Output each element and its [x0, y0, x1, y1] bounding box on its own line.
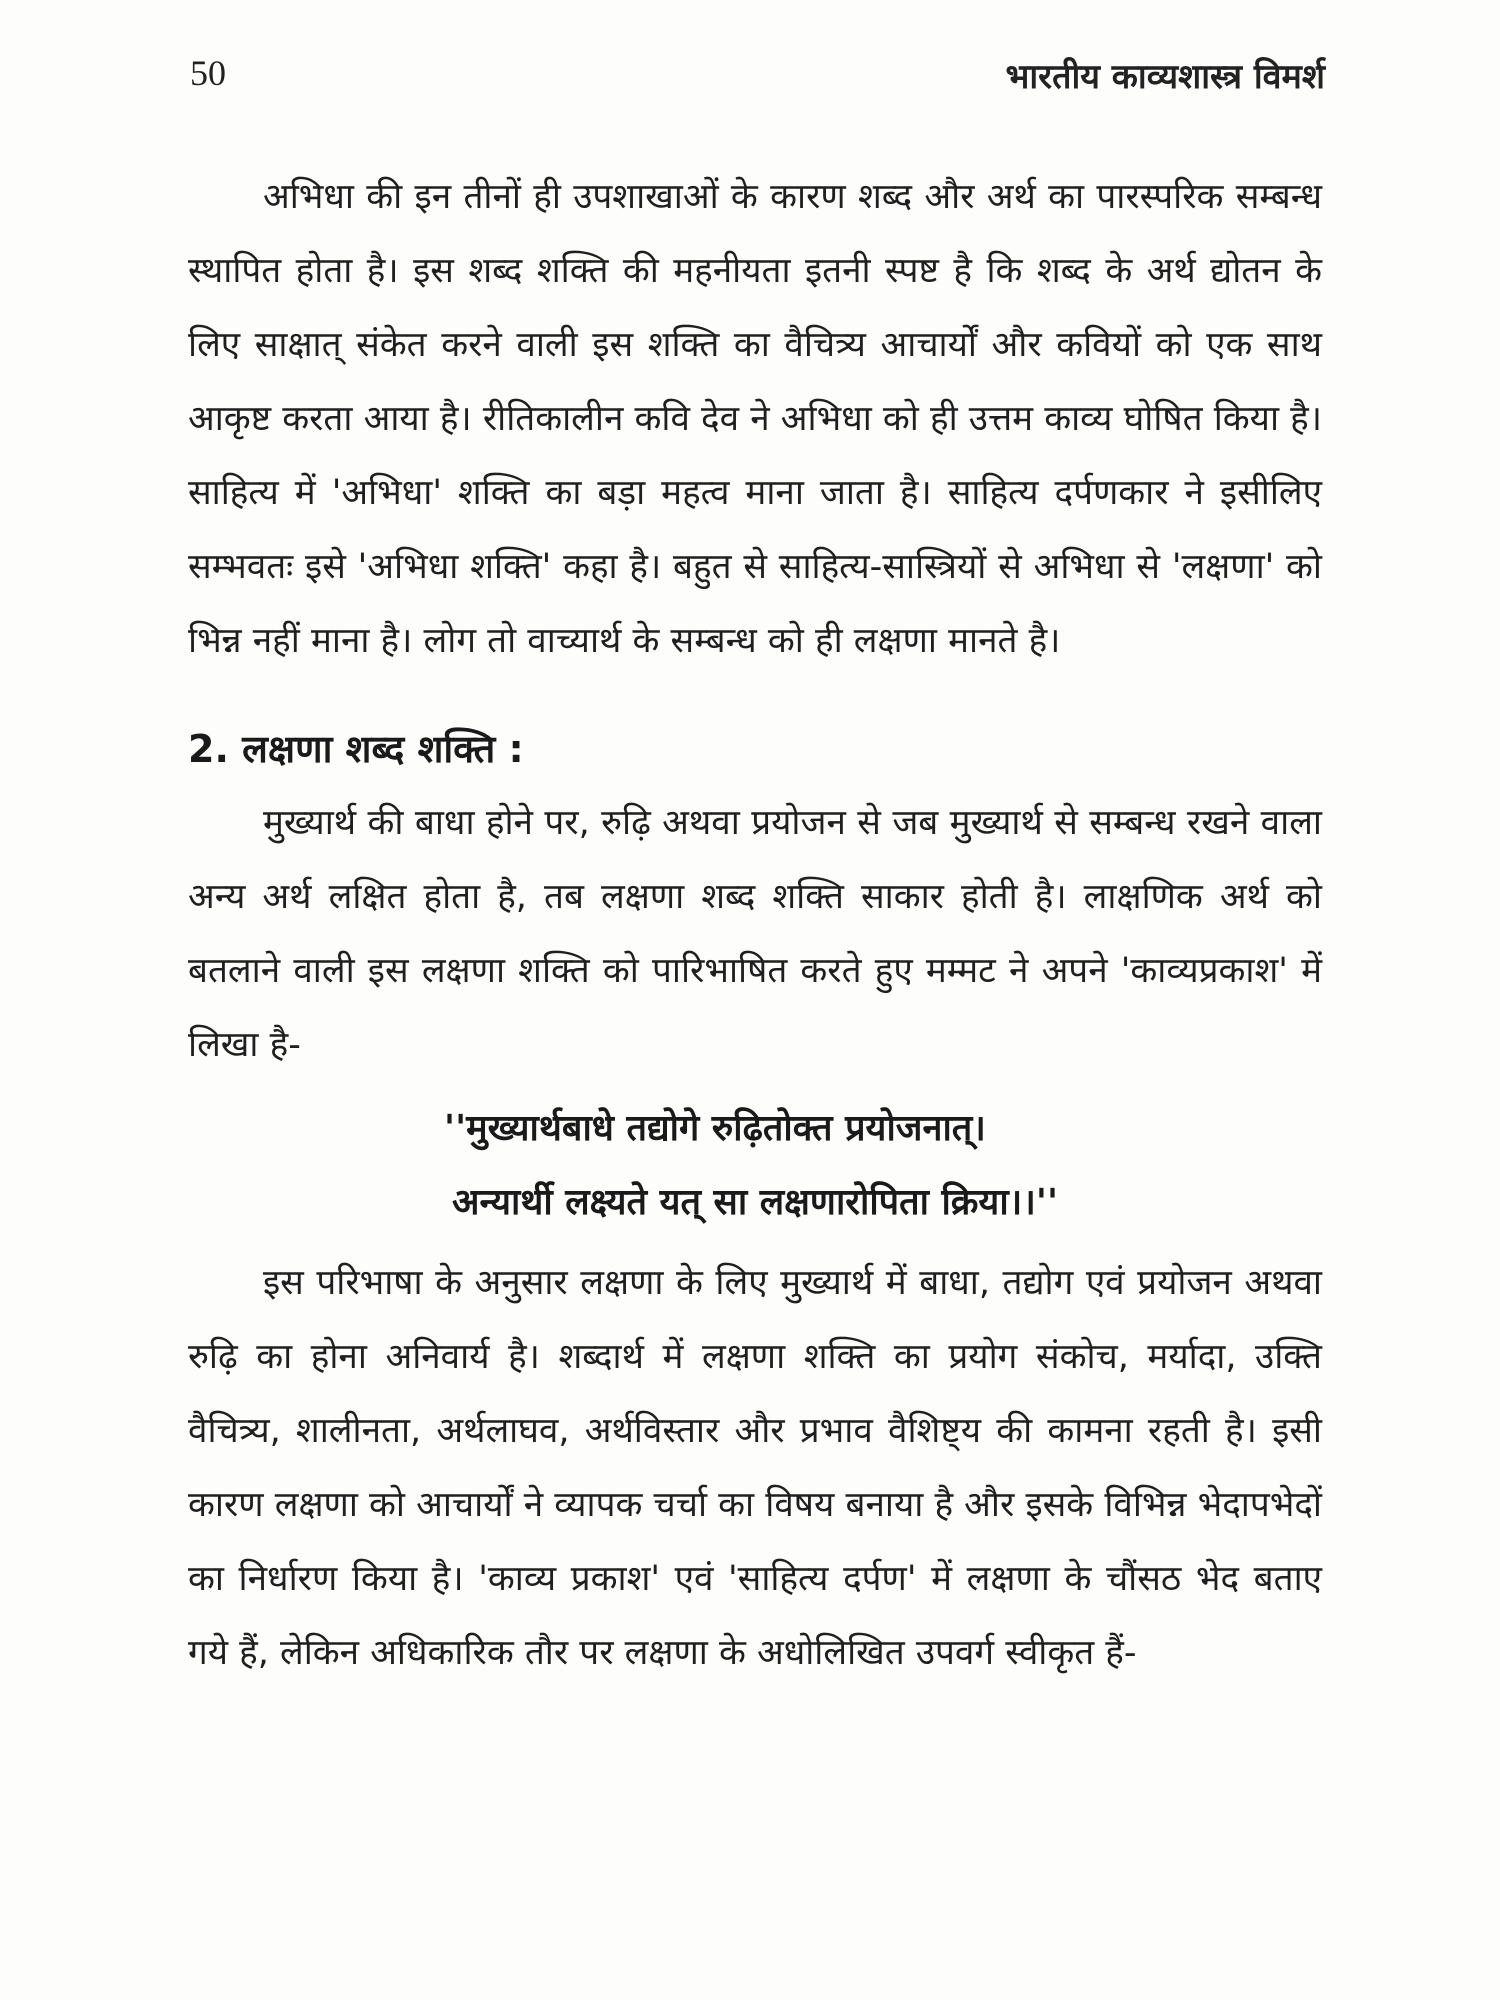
running-title: भारतीय काव्यशास्त्र विमर्श: [1005, 57, 1325, 97]
sanskrit-verse: [188, 1092, 1322, 1240]
verse-line-1: ''मुख्यार्थबाधे तद्योगे रुढ़ितोक्त प्रयोजनात्।: [444, 1108, 986, 1149]
page-header: [190, 52, 1325, 112]
paragraph-lakshana-explanation: इस परिभाषा के अनुसार लक्षणा के लिए मुख्यार्थ में बाधा, तद्योग एवं प्रयोजन अथवा रुढ़ि का होना अनिवार्य है। शब्दार्थ में लक्षणा शक्ति का प्रयोग संकोच, मर्यादा, उक्ति वैचित्र्य, शालीनता, अर्थलाघव, अर्थविस्तार और प्रभाव वैशिष्ट्य की कामना रहती है। इसी कारण लक्षणा को आचार्यों ने व्यापक चर्चा का विषय बनाया है और इसके विभिन्न भेदापभेदों का निर्धारण किया है। 'काव्य प्रकाश' एवं 'साहित्य दर्पण' में लक्षणा के चौंसठ भेद बताए गये हैं, लेकिन अधिकारिक तौर पर लक्षणा के अधोलिखित उपवर्ग स्वीकृत हैं-: [188, 1263, 1322, 1673]
section-heading-lakshana: 2. लक्षणा शब्द शक्ति :: [188, 727, 524, 771]
verse-line-2: अन्यार्थी लक्ष्यते यत् सा लक्षणारोपिता क्रिया।।'': [452, 1182, 1058, 1223]
paragraph-lakshana-definition: मुख्यार्थ की बाधा होने पर, रुढ़ि अथवा प्रयोजन से जब मुख्यार्थ से सम्बन्ध रखने वाला अन्य अर्थ लक्षित होता है, तब लक्षणा शब्द शक्ति साकार होती है। लाक्षणिक अर्थ को बतलाने वाली इस लक्षणा शक्ति को पारिभाषित करते हुए मम्मट ने अपने 'काव्यप्रकाश' में लिखा है-: [188, 803, 1322, 1065]
page-body: [188, 160, 1322, 1690]
paragraph-abhidha: अभिधा की इन तीनों ही उपशाखाओं के कारण शब्द और अर्थ का पारस्परिक सम्बन्ध स्थापित होता है। इस शब्द शक्ति की महनीयता इतनी स्पष्ट है कि शब्द के अर्थ द्योतन के लिए साक्षात् संकेत करने वाली इस शक्ति का वैचित्र्य आचार्यों और कवियों को एक साथ आकृष्ट करता आया है। रीतिकालीन कवि देव ने अभिधा को ही उत्तम काव्य घोषित किया है। साहित्य में 'अभिधा' शक्ति का बड़ा महत्व माना जाता है। साहित्य दर्पणकार ने इसीलिए सम्भवतः इसे 'अभिधा शक्ति' कहा है। बहुत से साहित्य-सास्त्रियों से अभिधा से 'लक्षणा' को भिन्न नहीं माना है। लोग तो वाच्यार्थ के सम्बन्ध को ही लक्षणा मानते है।: [188, 177, 1322, 661]
page-number: 50: [190, 53, 226, 93]
